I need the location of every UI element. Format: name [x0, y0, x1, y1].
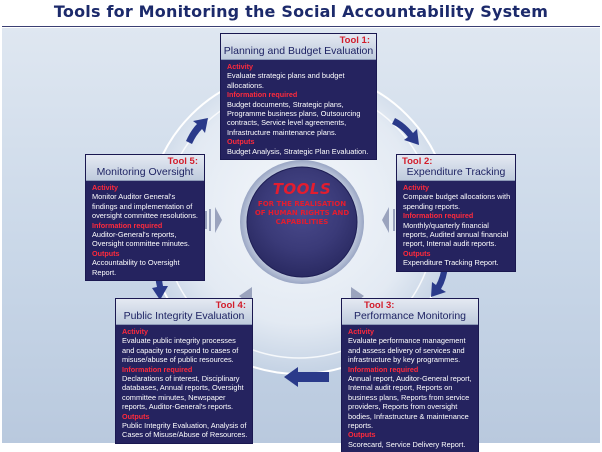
- tool-2-name: Expenditure Tracking: [406, 166, 506, 178]
- tool-5-header: [86, 155, 204, 181]
- activity-label: Activity: [227, 62, 253, 71]
- tool-4-info: Declarations of interest, Disciplinary databases, Annual reports, Oversight committee minutes, Newspaper reports, Auditor-General's reports.: [122, 374, 244, 412]
- tool-4-number: Tool 4:: [215, 300, 246, 311]
- tool-2-info: Monthly/quarterly financial reports, Audited annual financial report, Internal audit reports.: [403, 220, 509, 249]
- tool-3-number: Tool 3:: [364, 300, 395, 311]
- outputs-label: Outputs: [92, 248, 120, 258]
- tool-4-box: [116, 299, 252, 443]
- outputs-label: Outputs: [122, 411, 150, 421]
- tool-5-box: [86, 155, 204, 280]
- tool-3-body: [342, 325, 478, 452]
- info-label: Information required: [227, 90, 298, 100]
- tool-1-outputs: Budget Analysis, Strategic Plan Evaluation.: [227, 146, 369, 156]
- tool-1-info: Budget documents, Strategic plans, Programme business plans, Outsourcing contracts, Service level agreements, Infrastructure maintenance plans.: [227, 99, 361, 137]
- activity-label: Activity: [92, 183, 118, 192]
- activity-label: Activity: [403, 183, 429, 192]
- tool-2-outputs: Expenditure Tracking Report.: [403, 258, 499, 268]
- tool-1-box: [221, 34, 376, 159]
- tool-4-outputs: Public Integrity Evaluation, Analysis of Cases of Misuse/Abuse of Resources.: [122, 421, 248, 440]
- outputs-label: Outputs: [348, 430, 376, 440]
- tool-5-activity: Monitor Auditor General's findings and implementation of oversight committee resolutions.: [92, 192, 198, 221]
- tool-1-name: Planning and Budget Evaluation: [223, 45, 374, 57]
- tool-3-outputs: Scorecard, Service Delivery Report.: [348, 439, 466, 449]
- tool-5-body: [86, 181, 204, 280]
- info-label: Information required: [403, 211, 474, 221]
- tool-1-activity: Evaluate strategic plans and budget allocations.: [227, 71, 345, 90]
- tool-5-info: Auditor-General's reports, Oversight committee minutes.: [92, 230, 190, 249]
- tool-2-body: [397, 181, 515, 271]
- tool-2-number: Tool 2:: [402, 156, 433, 167]
- tool-5-outputs: Accountability to Oversight Report.: [92, 258, 180, 277]
- tool-5-number: Tool 5:: [167, 156, 198, 167]
- tool-5-name: Monitoring Oversight: [96, 166, 194, 178]
- tool-3-info: Annual report, Auditor-General report, Internal audit report, Reports on business plans, Reports from service providers, Reports from oversight bodies, Infrastructure & maintenance reports.: [348, 374, 472, 431]
- info-label: Information required: [92, 220, 163, 230]
- tool-4-name: Public Integrity Evaluation: [123, 310, 245, 322]
- tool-3-name: Performance Monitoring: [353, 310, 467, 322]
- tool-4-body: [116, 325, 252, 443]
- info-label: Information required: [348, 364, 419, 374]
- center-title: TOOLS: [272, 180, 332, 198]
- tool-1-number: Tool 1:: [339, 35, 370, 46]
- diagram-title: Tools for Monitoring the Social Accountability System: [53, 2, 549, 21]
- tool-1-body: [221, 60, 376, 159]
- info-label: Information required: [122, 364, 193, 374]
- outputs-label: Outputs: [403, 248, 431, 258]
- tool-3-box: [342, 299, 478, 452]
- center-caption: [254, 180, 350, 227]
- tool-2-activity: Compare budget allocations with spending reports.: [403, 192, 511, 211]
- tool-2-header: [397, 155, 515, 181]
- tool-1-header: [221, 34, 376, 60]
- tool-3-header: [342, 299, 478, 325]
- activity-label: Activity: [348, 327, 374, 336]
- outputs-label: Outputs: [227, 137, 255, 147]
- center-subtitle: FOR THE REALISATION OF HUMAN RIGHTS AND CAPABILITIES: [254, 200, 350, 226]
- activity-label: Activity: [122, 327, 148, 336]
- tool-2-box: [397, 155, 515, 271]
- tool-4-header: [116, 299, 252, 325]
- tool-3-activity: Evaluate performance management and assess delivery of services and infrastructure by key programmes.: [348, 336, 466, 365]
- tool-4-activity: Evaluate public integrity processes and capacity to respond to cases of misuse/abuse of public resources.: [122, 336, 239, 365]
